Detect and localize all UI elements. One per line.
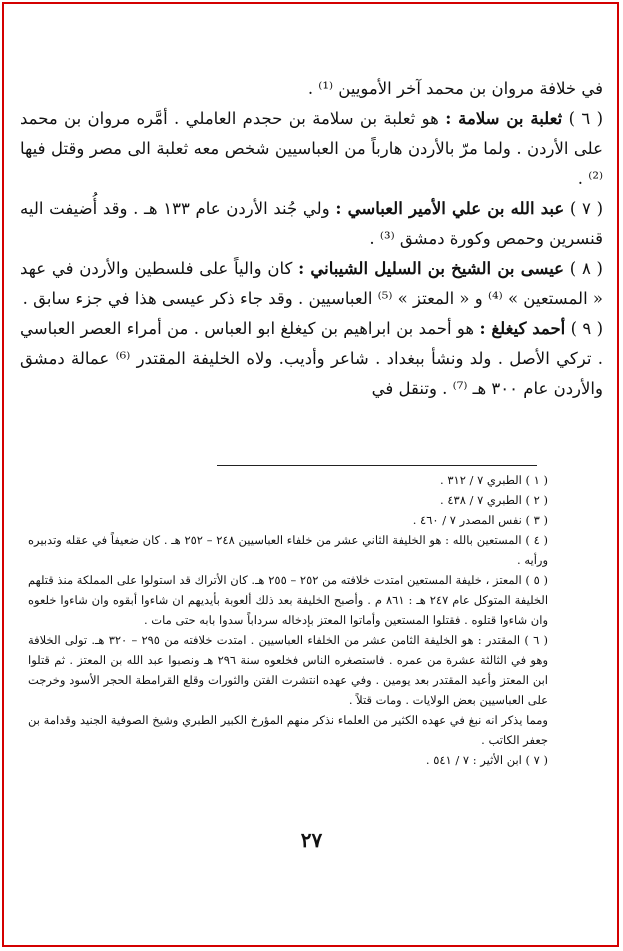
entry-heading: عبد الله بن علي الأمير العباسي :: [335, 199, 565, 218]
entry-heading: ثعلبة بن سلامة :: [445, 109, 563, 128]
entry-heading: أحمد كيغلغ :: [479, 319, 566, 338]
footnote-2: ( ٢ ) الطبري ٧ / ٤٣٨ .: [440, 493, 548, 507]
entry-9: [20, 314, 603, 404]
footnote-3: ( ٣ ) نفس المصدر ٧ / ٤٦٠ .: [412, 513, 548, 527]
entry-text: هو ثعلبة بن سلامة بن حجدم العاملي . أمَّره مروان بن محمد على الأردن . ولما مرّ بالأردن هارباً من العباسيين شخص معه ثعلبة الى مصر وقتل فيها ⁽²⁾ .: [20, 109, 603, 188]
footnote-separator: [217, 465, 537, 466]
entry-number: ( ٧ ): [569, 199, 604, 218]
footnotes: [28, 470, 548, 770]
footnote-6: ( ٦ ) المقتدر : هو الخليفة الثامن عشر من الخلفاء العباسيين . امتدت خلافته من ٢٩٥ – ٣٢٠ هـ. تولى الخلافة وهو في الثالثة عشرة من عمره . فاستصغره الناس فخلعوه سنة ٢٩٦ هـ ونصبوا عبد الله بن المعتز . ثم قتلوا ابن المعتز وأعيد المقتدر بعد يومين . وفي عهده انتشرت الفتن والثورات وقلع القرامطة الحجر الأسود وخرجت على العباسيين بعض الولايات . ومات قتلاً .: [28, 633, 548, 707]
entry-heading: عيسى بن الشيخ بن السليل الشيباني :: [298, 259, 565, 278]
entry-number: ( ٦ ): [568, 109, 604, 128]
entry-text: ولي جُند الأردن عام ١٣٣ هـ . وقد أُضيفت اليه قنسرين وحمص وكورة دمشق ⁽³⁾ .: [20, 199, 603, 248]
paragraph-intro: [20, 74, 603, 104]
footnote-7: ( ٧ ) ابن الأثير : ٧ / ٥٤١ .: [425, 753, 548, 767]
entry-6: [20, 104, 603, 194]
entry-number: ( ٩ ): [570, 319, 604, 338]
footnote-1: ( ١ ) الطبري ٧ / ٣١٢ .: [440, 473, 548, 487]
paragraph-intro-text: في خلافة مروان بن محمد آخر الأمويين ⁽¹⁾ .: [307, 79, 603, 98]
main-text: [20, 74, 603, 404]
entry-text: هو أحمد بن ابراهيم بن كيغلغ ابو العباس . من أمراء العصر العباسي . تركي الأصل . ولد ونشأ ببغداد . شاعر وأديب. ولاه الخليفة المقتدر ⁽⁶⁾ عمالة دمشق والأردن عام ٣٠٠ هـ ⁽⁷⁾ . وتنقل في: [20, 319, 603, 398]
entry-text: كان والياً على فلسطين والأردن في عهد « المستعين » ⁽⁴⁾ و « المعتز » ⁽⁵⁾ العباسيين . وقد جاء ذكر عيسى هذا في جزء سابق .: [20, 259, 603, 308]
entry-7: [20, 194, 603, 254]
page-number: ٢٧: [300, 828, 323, 852]
footnote-4: ( ٤ ) المستعين بالله : هو الخليفة الثاني عشر من خلفاء العباسيين ٢٤٨ – ٢٥٢ هـ . كان ضعيفاً في عقله وتدبيره ورأيه .: [28, 533, 548, 567]
entry-8: [20, 254, 603, 314]
footnote-5: ( ٥ ) المعتز ، خليفة المستعين امتدت خلافته من ٢٥٢ – ٢٥٥ هـ. كان الأتراك قد استولوا على المملكة منذ قتلهم الخليفة المتوكل عام ٢٤٧ هـ : ٨٦١ م . وأصبح الخليفة بعد ذلك ألعوبة بأيديهم ان شاءوا أبقوه وان شاءوا خلعوه وان شاءوا قتلوه . فقتلوا المستعين وأماتوا المعتز بإدخاله سرداباً سدوا بابه حتى مات .: [28, 573, 549, 627]
entry-number: ( ٨ ): [569, 259, 603, 278]
footnote-6-continued: ومما يذكر انه نبغ في عهده الكثير من العلماء نذكر منهم المؤرخ الكبير الطبري وشيخ الصوفية الجنيد وقدامة بن جعفر الكاتب .: [28, 713, 548, 747]
